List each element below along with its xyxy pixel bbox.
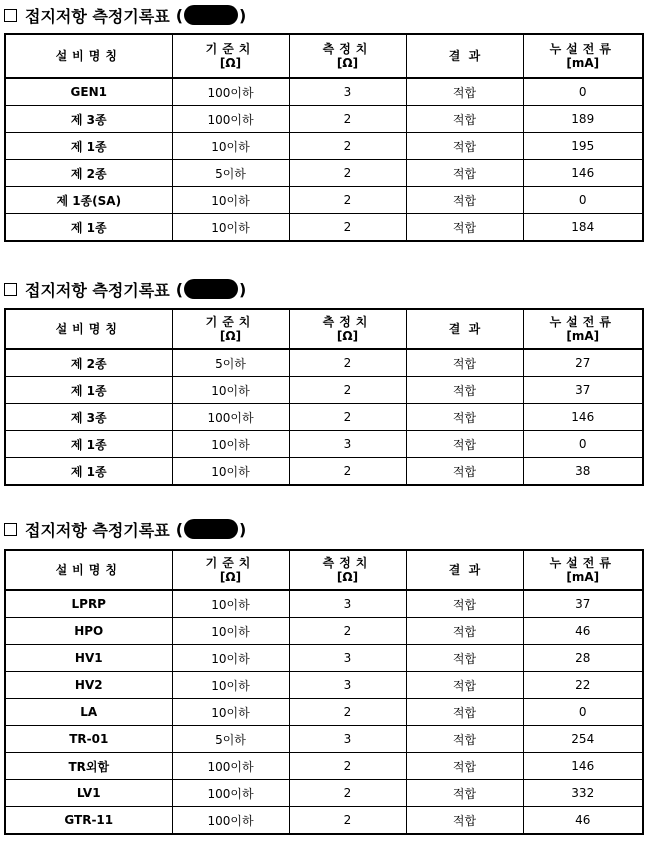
cell-result: 적합 [406, 160, 523, 187]
paren-open: ( [175, 5, 183, 25]
cell-result: 적합 [406, 807, 523, 835]
table-row [5, 753, 643, 780]
cell-measured: 3 [289, 726, 406, 753]
cell-leak: 37 [523, 377, 643, 404]
cell-name: 제 1종 [5, 214, 172, 242]
cell-standard: 10이하 [172, 377, 289, 404]
cell-name: 제 2종 [5, 349, 172, 377]
cell-measured: 2 [289, 106, 406, 133]
cell-result: 적합 [406, 726, 523, 753]
header-result: 결 과 [406, 550, 523, 590]
cell-standard: 5이하 [172, 160, 289, 187]
table-row [5, 214, 643, 242]
cell-leak: 38 [523, 458, 643, 486]
table-row [5, 404, 643, 431]
cell-leak: 146 [523, 160, 643, 187]
cell-name: 제 3종 [5, 404, 172, 431]
header-name: 설비명칭 [5, 550, 172, 590]
header-measured: 측정치 [Ω] [289, 34, 406, 78]
cell-measured: 2 [289, 699, 406, 726]
cell-standard: 10이하 [172, 618, 289, 645]
cell-leak: 189 [523, 106, 643, 133]
cell-standard: 5이하 [172, 349, 289, 377]
cell-name: TR외함 [5, 753, 172, 780]
cell-result: 적합 [406, 187, 523, 214]
record-table-2 [4, 308, 644, 486]
cell-standard: 10이하 [172, 187, 289, 214]
cell-measured: 2 [289, 780, 406, 807]
paren-close: ) [239, 5, 247, 25]
cell-leak: 254 [523, 726, 643, 753]
cell-name: 제 1종 [5, 431, 172, 458]
header-standard: 기준치 [Ω] [172, 309, 289, 349]
header-leak: 누설전류 [mA] [523, 550, 643, 590]
cell-leak: 0 [523, 78, 643, 106]
cell-result: 적합 [406, 431, 523, 458]
paren-close: ) [239, 279, 247, 299]
cell-name: GEN1 [5, 78, 172, 106]
header-name: 설비명칭 [5, 309, 172, 349]
cell-leak: 146 [523, 753, 643, 780]
cell-result: 적합 [406, 106, 523, 133]
redaction-mark [184, 519, 238, 539]
table-row [5, 431, 643, 458]
cell-name: LA [5, 699, 172, 726]
cell-standard: 10이하 [172, 699, 289, 726]
cell-name: 제 1종 [5, 377, 172, 404]
cell-name: 제 3종 [5, 106, 172, 133]
cell-measured: 2 [289, 160, 406, 187]
cell-standard: 10이하 [172, 590, 289, 618]
table-row [5, 807, 643, 835]
cell-result: 적합 [406, 780, 523, 807]
table-row [5, 780, 643, 807]
cell-result: 적합 [406, 458, 523, 486]
cell-standard: 100이하 [172, 78, 289, 106]
cell-leak: 27 [523, 349, 643, 377]
table-header-row [5, 550, 643, 590]
cell-standard: 5이하 [172, 726, 289, 753]
cell-leak: 0 [523, 187, 643, 214]
table-row [5, 377, 643, 404]
cell-standard: 10이하 [172, 672, 289, 699]
section-title-text: 접지저항 측정기록표 [25, 520, 170, 540]
table-header-row [5, 34, 643, 78]
section-title-3 [4, 516, 246, 542]
cell-result: 적합 [406, 672, 523, 699]
cell-result: 적합 [406, 214, 523, 242]
cell-name: HV1 [5, 645, 172, 672]
cell-name: LPRP [5, 590, 172, 618]
header-name: 설비명칭 [5, 34, 172, 78]
cell-standard: 100이하 [172, 780, 289, 807]
cell-leak: 46 [523, 807, 643, 835]
table-row [5, 590, 643, 618]
cell-result: 적합 [406, 78, 523, 106]
cell-measured: 3 [289, 431, 406, 458]
record-table-3 [4, 549, 644, 835]
cell-leak: 37 [523, 590, 643, 618]
redaction-mark [184, 5, 238, 25]
cell-standard: 10이하 [172, 133, 289, 160]
table-row [5, 618, 643, 645]
cell-standard: 100이하 [172, 753, 289, 780]
cell-name: 제 1종 [5, 133, 172, 160]
cell-leak: 28 [523, 645, 643, 672]
cell-measured: 2 [289, 753, 406, 780]
cell-standard: 100이하 [172, 404, 289, 431]
cell-measured: 3 [289, 645, 406, 672]
cell-result: 적합 [406, 349, 523, 377]
cell-name: HPO [5, 618, 172, 645]
header-standard: 기준치 [Ω] [172, 550, 289, 590]
cell-leak: 22 [523, 672, 643, 699]
cell-leak: 46 [523, 618, 643, 645]
section-title-2 [4, 276, 246, 302]
table-row [5, 78, 643, 106]
cell-measured: 3 [289, 78, 406, 106]
table-row [5, 458, 643, 486]
cell-measured: 2 [289, 807, 406, 835]
redaction-mark [184, 279, 238, 299]
cell-result: 적합 [406, 699, 523, 726]
table-row [5, 726, 643, 753]
header-leak: 누설전류 [mA] [523, 34, 643, 78]
table-row [5, 106, 643, 133]
cell-result: 적합 [406, 404, 523, 431]
cell-result: 적합 [406, 377, 523, 404]
cell-measured: 2 [289, 404, 406, 431]
cell-leak: 332 [523, 780, 643, 807]
checkbox-square-icon [4, 523, 17, 536]
cell-measured: 2 [289, 618, 406, 645]
record-table-1 [4, 33, 644, 242]
checkbox-square-icon [4, 9, 17, 22]
cell-measured: 2 [289, 377, 406, 404]
cell-standard: 10이하 [172, 458, 289, 486]
cell-measured: 2 [289, 187, 406, 214]
paren-open: ( [175, 519, 183, 539]
section-title-1 [4, 2, 246, 28]
cell-leak: 146 [523, 404, 643, 431]
cell-name: TR-01 [5, 726, 172, 753]
cell-standard: 10이하 [172, 214, 289, 242]
cell-standard: 10이하 [172, 645, 289, 672]
header-measured: 측정치 [Ω] [289, 309, 406, 349]
header-leak: 누설전류 [mA] [523, 309, 643, 349]
table-row [5, 187, 643, 214]
header-standard: 기준치 [Ω] [172, 34, 289, 78]
cell-measured: 3 [289, 672, 406, 699]
cell-leak: 0 [523, 431, 643, 458]
cell-name: 제 2종 [5, 160, 172, 187]
cell-name: 제 1종(SA) [5, 187, 172, 214]
cell-standard: 100이하 [172, 807, 289, 835]
cell-name: LV1 [5, 780, 172, 807]
cell-measured: 2 [289, 133, 406, 160]
cell-measured: 2 [289, 214, 406, 242]
cell-result: 적합 [406, 590, 523, 618]
cell-measured: 2 [289, 458, 406, 486]
cell-measured: 3 [289, 590, 406, 618]
cell-result: 적합 [406, 618, 523, 645]
table-row [5, 349, 643, 377]
table-row [5, 699, 643, 726]
paren-close: ) [239, 519, 247, 539]
cell-standard: 10이하 [172, 431, 289, 458]
table-row [5, 160, 643, 187]
cell-result: 적합 [406, 753, 523, 780]
table-header-row [5, 309, 643, 349]
cell-leak: 195 [523, 133, 643, 160]
cell-standard: 100이하 [172, 106, 289, 133]
table-row [5, 672, 643, 699]
cell-measured: 2 [289, 349, 406, 377]
table-row [5, 645, 643, 672]
cell-result: 적합 [406, 133, 523, 160]
header-result: 결 과 [406, 309, 523, 349]
checkbox-square-icon [4, 283, 17, 296]
cell-leak: 0 [523, 699, 643, 726]
cell-name: GTR-11 [5, 807, 172, 835]
table-row [5, 133, 643, 160]
cell-name: 제 1종 [5, 458, 172, 486]
section-title-text: 접지저항 측정기록표 [25, 6, 170, 26]
header-measured: 측정치 [Ω] [289, 550, 406, 590]
header-result: 결 과 [406, 34, 523, 78]
section-title-text: 접지저항 측정기록표 [25, 280, 170, 300]
cell-name: HV2 [5, 672, 172, 699]
cell-leak: 184 [523, 214, 643, 242]
cell-result: 적합 [406, 645, 523, 672]
paren-open: ( [175, 279, 183, 299]
